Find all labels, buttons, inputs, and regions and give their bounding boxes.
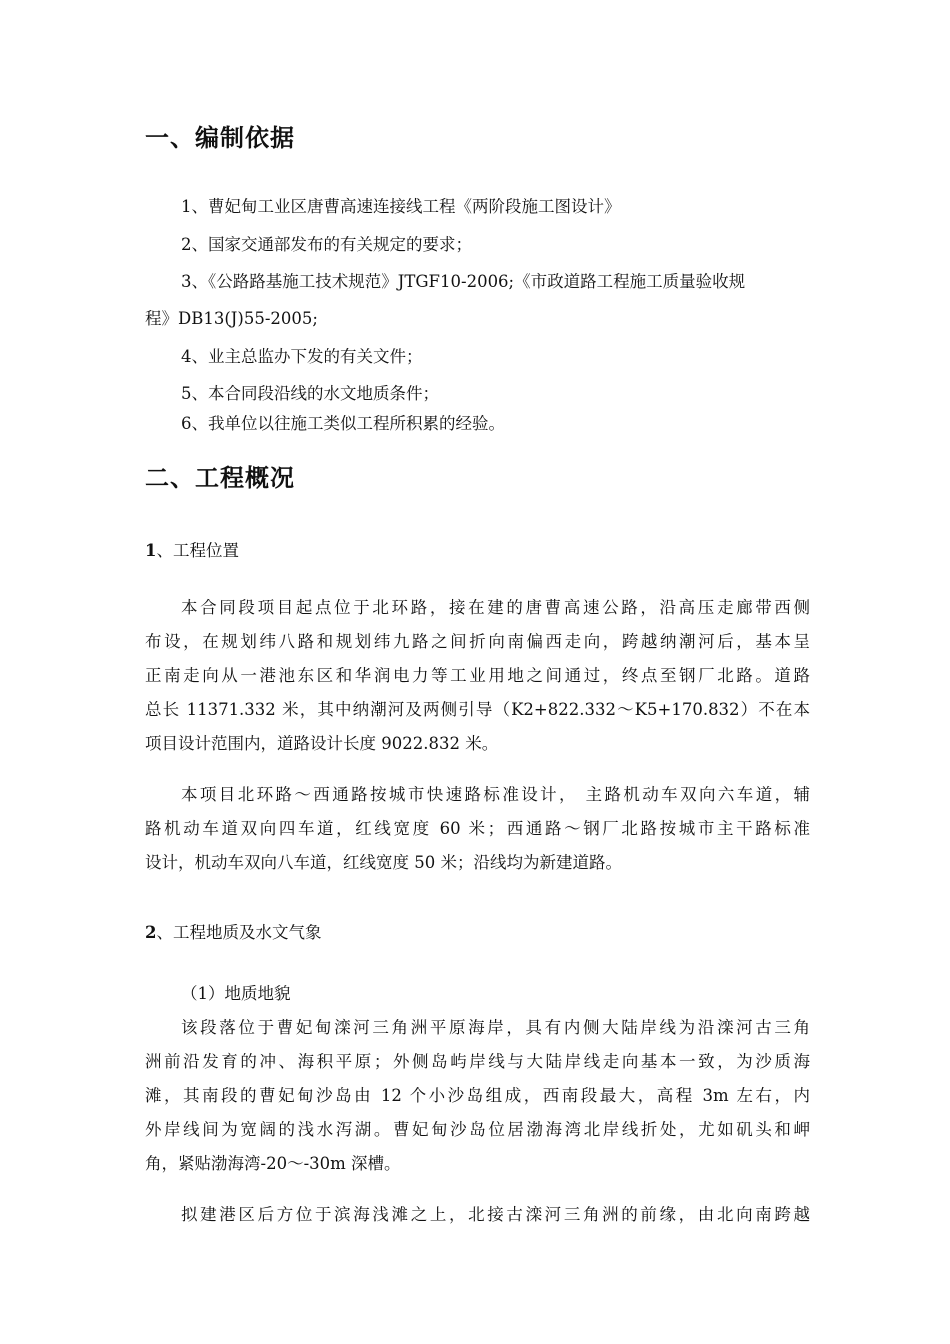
paragraph-port-area xyxy=(145,1198,810,1232)
subsection-heading-landform: （1）地质地貌 xyxy=(181,984,291,1003)
paragraph-line: 拟建港区后方位于滨海浅滩之上，北接古滦河三角洲的前缘，由北向南跨越 xyxy=(181,1205,810,1224)
paragraph-line: 本项目北环路～西通路按城市快速路标准设计， 主路机动车双向六车道，辅 xyxy=(181,785,810,804)
paragraph-line: 项目设计范围内，道路设计长度 9022.832 米。 xyxy=(145,734,499,753)
section-heading-2: 二、工程概况 xyxy=(145,464,295,492)
subsection-number: 2 xyxy=(145,923,157,942)
basis-item-3: 3、《公路路基施工技术规范》JTGF10-2006;《市政道路工程施工质量验收规 xyxy=(181,272,746,291)
paragraph-line: 洲前沿发育的冲、海积平原；外侧岛屿岸线与大陆岸线走向基本一致，为沙质海 xyxy=(145,1052,810,1071)
subsection-heading-location xyxy=(145,537,239,561)
basis-item-6: 6、我单位以往施工类似工程所积累的经验。 xyxy=(181,414,505,433)
subsection-heading-geology xyxy=(145,919,321,943)
section-heading-1: 一、编制依据 xyxy=(145,124,295,152)
paragraph-line: 滩，其南段的曹妃甸沙岛由 12 个小沙岛组成，西南段最大，高程 3m 左右，内 xyxy=(145,1086,810,1105)
basis-item-4: 4、业主总监办下发的有关文件； xyxy=(181,347,423,366)
paragraph-line: 设计，机动车双向八车道，红线宽度 50 米；沿线均为新建道路。 xyxy=(145,853,622,872)
paragraph-line: 正南走向从一港池东区和华润电力等工业用地之间通过，终点至钢厂北路。道路 xyxy=(145,666,810,685)
subsection-number: 1 xyxy=(145,541,157,560)
paragraph-line: 外岸线间为宽阔的浅水泻湖。曹妃甸沙岛位居渤海湾北岸线折处，尤如矶头和岬 xyxy=(145,1120,810,1139)
subsection-title: 、工程地质及水文气象 xyxy=(156,923,322,942)
paragraph-line: 路机动车道双向四车道，红线宽度 60 米；西通路～钢厂北路按城市主干路标准 xyxy=(145,819,810,838)
paragraph-line: 布设，在规划纬八路和规划纬九路之间折向南偏西走向，跨越纳潮河后，基本呈 xyxy=(145,632,810,651)
basis-item-3-continued: 程》DB13(J)55-2005; xyxy=(145,309,318,328)
paragraph-landform xyxy=(145,1011,810,1181)
paragraph-location xyxy=(145,591,810,761)
paragraph-design-standard xyxy=(145,778,810,880)
subsection-title: 、工程位置 xyxy=(156,541,239,560)
basis-item-1: 1、曹妃甸工业区唐曹高速连接线工程《两阶段施工图设计》 xyxy=(181,197,621,216)
basis-item-2: 2、国家交通部发布的有关规定的要求； xyxy=(181,235,472,254)
paragraph-line: 角，紧贴渤海湾-20～-30m 深槽。 xyxy=(145,1154,401,1173)
basis-item-5: 5、本合同段沿线的水文地质条件； xyxy=(181,384,439,403)
paragraph-line: 该段落位于曹妃甸滦河三角洲平原海岸，具有内侧大陆岸线为沿滦河古三角 xyxy=(181,1018,810,1037)
paragraph-line: 总长 11371.332 米，其中纳潮河及两侧引导（K2+822.332～K5+170.832）不在本 xyxy=(145,700,810,719)
paragraph-line: 本合同段项目起点位于北环路，接在建的唐曹高速公路，沿高压走廊带西侧 xyxy=(181,598,810,617)
